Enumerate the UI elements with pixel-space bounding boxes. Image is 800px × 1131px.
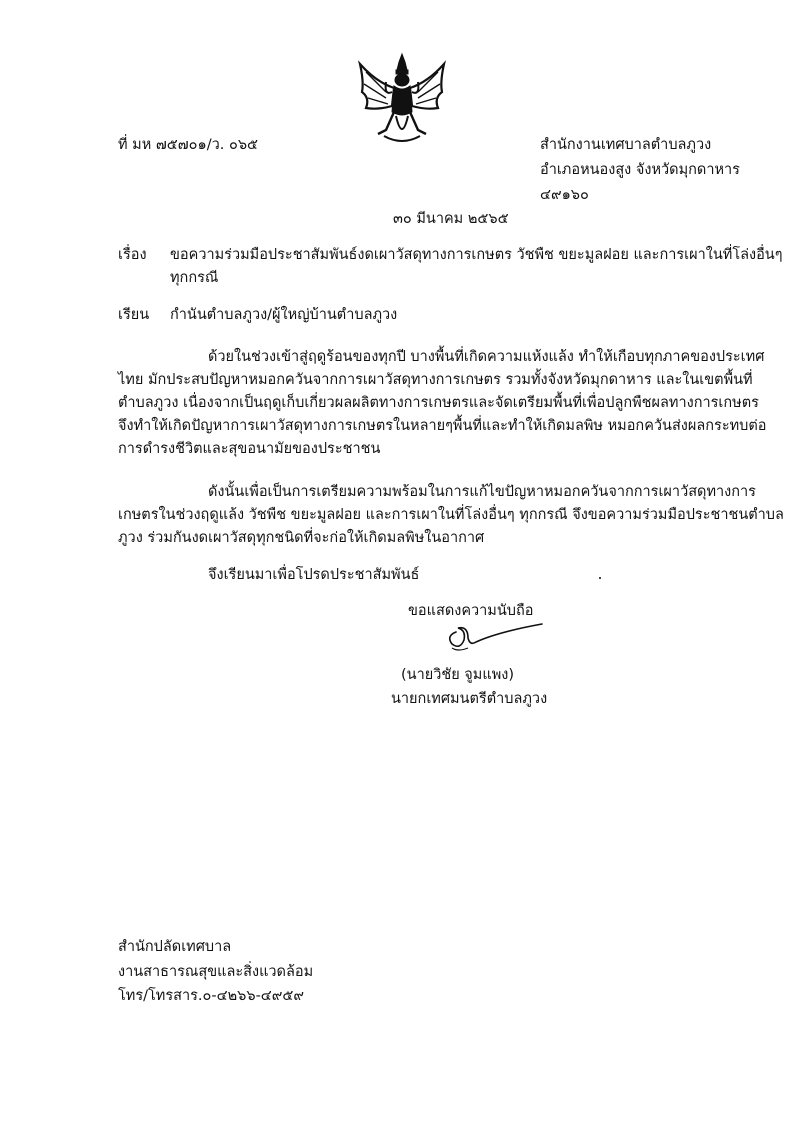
salutation-label: เรียน bbox=[118, 307, 150, 323]
garuda-emblem-icon bbox=[356, 52, 448, 148]
footer-department: สำนักปลัดเทศบาล bbox=[118, 939, 232, 955]
paragraph-line: ตำบลภูวง เนื่องจากเป็นฤดูเก็บเกี่ยวผลผลิตทางการเกษตรและจัดเตรียมพื้นที่เพื่อปลูกพืชผลทางการเกษตร bbox=[118, 395, 759, 411]
paragraph-line: ดังนั้นเพื่อเป็นการเตรียมความพร้อมในการแก้ไขปัญหาหมอกควันจากการเผาวัสดุทางการ bbox=[208, 484, 756, 500]
handwritten-signature-icon bbox=[438, 618, 548, 658]
footer-phone: โทร/โทรสาร.๐-๔๒๖๖-๔๙๕๙ bbox=[118, 988, 304, 1004]
regards-text: ขอแสดงความนับถือ bbox=[408, 603, 534, 619]
paragraph-line: ภูวง ร่วมกันงดเผาวัสดุทุกชนิดที่จะก่อให้เกิดมลพิษในอากาศ bbox=[118, 530, 485, 546]
subject-line-1: ขอความร่วมมือประชาสัมพันธ์งดเผาวัสดุทางการเกษตร วัชพืช ขยะมูลฝอย และการเผาในที่โล่งอื่นๆ bbox=[170, 247, 783, 263]
office-name: สำนักงานเทศบาลตำบลภูวง bbox=[540, 137, 712, 153]
paragraph-line: ด้วยในช่วงเข้าสู่ฤดูร้อนของทุกปี บางพื้นที่เกิดความแห้งแล้ง ทำให้เกือบทุกภาคของประเทศ bbox=[208, 349, 765, 365]
office-district: อำเภอหนองสูง จังหวัดมุกดาหาร bbox=[540, 162, 740, 178]
footer-section: งานสาธารณสุขและสิ่งแวดล้อม bbox=[118, 964, 314, 980]
reference-number: ที่ มห ๗๕๗๐๑/ว. ๐๖๕ bbox=[118, 137, 259, 153]
paragraph-line: ไทย มักประสบปัญหาหมอกควันจากการเผาวัสดุทางการเกษตร รวมทั้งจังหวัดมุกดาหาร และในเขตพื้นที่ bbox=[118, 372, 753, 388]
closing-sentence: จึงเรียนมาเพื่อโปรดประชาสัมพันธ์ bbox=[208, 567, 420, 583]
subject-line-2: ทุกกรณี bbox=[170, 270, 219, 286]
scan-speck bbox=[599, 577, 601, 579]
office-postcode: ๔๙๑๖๐ bbox=[540, 187, 589, 203]
paragraph-line: เกษตรในช่วงฤดูแล้ง วัชพืช ขยะมูลฝอย และการเผาในที่โล่งอื่นๆ ทุกกรณี จึงขอความร่วมมือประชาชนตำบล bbox=[118, 507, 784, 523]
signatory-position: นายกเทศมนตรีตำบลภูวง bbox=[391, 691, 548, 707]
subject-label: เรื่อง bbox=[118, 247, 147, 263]
letter-date: ๓๐ มีนาคม ๒๕๖๕ bbox=[393, 211, 509, 227]
signatory-name: (นายวิชัย จูมแพง) bbox=[401, 667, 514, 683]
paragraph-line: จึงทำให้เกิดปัญหาการเผาวัสดุทางการเกษตรในหลายๆพื้นที่และทำให้เกิดมลพิษ หมอกควันส่งผลกระทบต่อ bbox=[118, 418, 767, 434]
paragraph-line: การดำรงชีวิตและสุขอนามัยของประชาชน bbox=[118, 441, 381, 457]
salutation-recipient: กำนันตำบลภูวง/ผู้ใหญ่บ้านตำบลภูวง bbox=[170, 307, 398, 323]
